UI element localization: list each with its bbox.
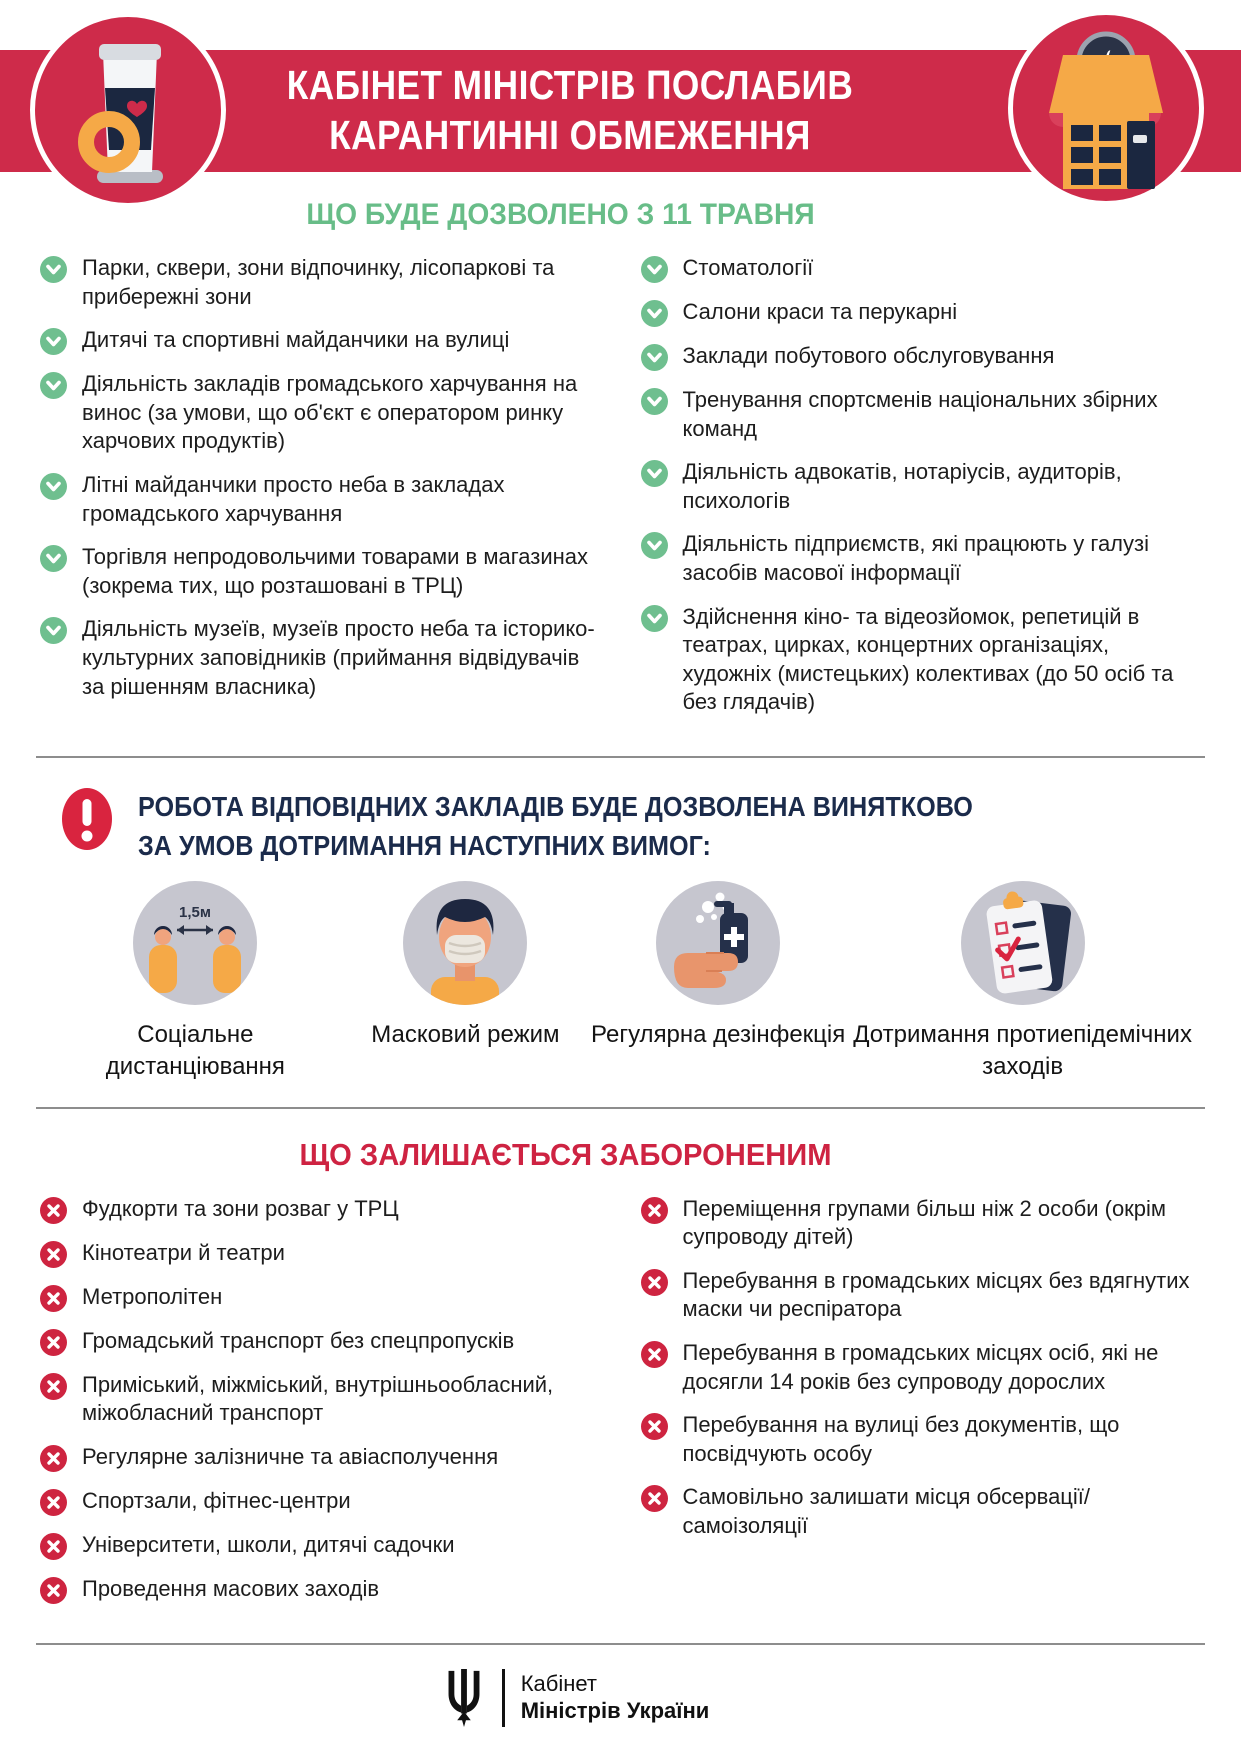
banned-lists bbox=[0, 1195, 1241, 1619]
banned-item-text: Приміський, міжміський, внутрішньообласний, міжобласний транспорт bbox=[82, 1371, 554, 1426]
banned-item-text: Перебування в громадських місцях осіб, які не досягли 14 років без супроводу дорослих bbox=[682, 1339, 1159, 1394]
banned-list-item bbox=[641, 1267, 1202, 1324]
allowed-item-text: Торгівля непродовольчими товарами в магазинах (зокрема тих, що розташовані в ТРЦ) bbox=[82, 544, 588, 598]
warning-line1: РОБОТА ВІДПОВІДНИХ ЗАКЛАДІВ БУДЕ ДОЗВОЛЕНА ВИНЯТКОВО bbox=[138, 790, 973, 822]
allowed-list-item bbox=[641, 254, 1202, 283]
allowed-list-right bbox=[641, 254, 1202, 732]
allowed-item-text: Діяльність закладів громадського харчування на винос (за умови, що об'єкт є оператором ринку харчових продуктів) bbox=[82, 371, 578, 454]
cross-circle-icon bbox=[40, 1577, 67, 1604]
allowed-item-text: Салони краси та перукарні bbox=[682, 299, 958, 324]
requirement-antiepidemic bbox=[850, 881, 1195, 1082]
check-circle-icon bbox=[641, 388, 668, 415]
hand-sanitizer-graphic bbox=[656, 881, 780, 1005]
requirement-label: Соціальне дистанціювання bbox=[105, 1021, 285, 1080]
allowed-list-item bbox=[40, 254, 601, 311]
allowed-item-text: Парки, сквери, зони відпочинку, лісопаркові та прибережні зони bbox=[82, 255, 555, 309]
footer-org-name bbox=[521, 1671, 710, 1725]
trident-emblem-icon bbox=[442, 1669, 486, 1727]
section-divider bbox=[36, 756, 1205, 758]
check-circle-icon bbox=[40, 545, 67, 572]
banned-list-right bbox=[641, 1195, 1202, 1619]
allowed-list-item bbox=[40, 543, 601, 600]
banned-item-text: Перебування на вулиці без документів, що посвідчують особу bbox=[682, 1412, 1120, 1466]
footer-logo-divider bbox=[502, 1669, 505, 1727]
check-circle-icon bbox=[40, 328, 67, 355]
exclamation-circle-icon bbox=[62, 788, 112, 850]
requirement-label: Дотримання протиепідемічних заходів bbox=[853, 1021, 1192, 1080]
warning-line2: ЗА УМОВ ДОТРИМАННЯ НАСТУПНИХ ВИМОГ: bbox=[138, 829, 711, 861]
allowed-list-left bbox=[40, 254, 601, 732]
requirement-label: Регулярна дезінфекція bbox=[591, 1021, 846, 1049]
cross-circle-icon bbox=[40, 1197, 67, 1224]
cross-circle-icon bbox=[40, 1373, 67, 1400]
warning-block bbox=[0, 788, 1241, 865]
allowed-item-text: Тренування спортсменів національних збірних команд bbox=[682, 387, 1158, 441]
allowed-list-item bbox=[40, 326, 601, 355]
cross-circle-icon bbox=[40, 1533, 67, 1560]
banned-item-text: Кінотеатри й театри bbox=[82, 1239, 285, 1265]
allowed-list-item bbox=[641, 458, 1202, 515]
cross-circle-icon bbox=[40, 1241, 67, 1268]
social-distance-icon bbox=[133, 881, 257, 1005]
cross-circle-icon bbox=[641, 1269, 668, 1296]
allowed-item-text: Заклади побутового обслуговування bbox=[682, 343, 1055, 368]
cross-circle-icon bbox=[641, 1413, 668, 1440]
banned-list-item bbox=[40, 1327, 601, 1356]
check-circle-icon bbox=[641, 256, 668, 283]
cross-circle-icon bbox=[40, 1489, 67, 1516]
footer-org-line2: Міністрів України bbox=[520, 1697, 710, 1723]
check-circle-icon bbox=[40, 617, 67, 644]
banned-item-text: Проведення масових заходів bbox=[82, 1575, 380, 1601]
requirement-label: Масковий режим bbox=[371, 1021, 560, 1049]
face-mask-graphic bbox=[403, 881, 527, 1005]
allowed-list-item bbox=[641, 298, 1202, 327]
banned-item-text: Переміщення групами більш ніж 2 особи (окрім супроводу дітей) bbox=[682, 1195, 1167, 1250]
cross-circle-icon bbox=[641, 1341, 668, 1368]
banned-list-item bbox=[641, 1483, 1202, 1540]
banned-list-item bbox=[40, 1371, 601, 1428]
coffee-cup-graphic bbox=[57, 30, 199, 190]
check-circle-icon bbox=[641, 300, 668, 327]
banned-list-item bbox=[40, 1195, 601, 1224]
check-circle-icon bbox=[641, 344, 668, 371]
checklist-graphic bbox=[961, 881, 1085, 1005]
storefront-scissors-icon bbox=[1008, 10, 1204, 206]
banned-item-text: Фудкорти та зони розваг у ТРЦ bbox=[82, 1195, 399, 1221]
banned-item-text: Самовільно залишати місця обсервації/самоізоляції bbox=[682, 1484, 1091, 1538]
cross-circle-icon bbox=[40, 1445, 67, 1472]
requirement-social-distancing bbox=[46, 881, 345, 1082]
section-divider bbox=[36, 1107, 1205, 1109]
check-circle-icon bbox=[40, 473, 67, 500]
hand-sanitizer-icon bbox=[656, 881, 780, 1005]
banned-item-text: Університети, школи, дитячі садочки bbox=[82, 1531, 455, 1557]
banned-list-item bbox=[641, 1411, 1202, 1468]
check-circle-icon bbox=[641, 532, 668, 559]
page-title-line1: КАБІНЕТ МІНІСТРІВ ПОСЛАБИВ bbox=[286, 62, 854, 108]
requirements-row bbox=[0, 881, 1241, 1082]
header-banner bbox=[0, 0, 1241, 192]
face-mask-icon bbox=[403, 881, 527, 1005]
allowed-list-item bbox=[40, 471, 601, 528]
storefront-graphic bbox=[1031, 25, 1181, 191]
page-title-line2: КАРАНТИННІ ОБМЕЖЕННЯ bbox=[329, 112, 811, 159]
cross-circle-icon bbox=[40, 1285, 67, 1312]
allowed-list-item bbox=[40, 370, 601, 456]
allowed-item-text: Літні майданчики просто неба в закладах громадського харчування bbox=[82, 471, 505, 526]
banned-list-item bbox=[40, 1239, 601, 1268]
banned-list-item bbox=[40, 1283, 601, 1312]
footer-org-line1: Кабінет bbox=[520, 1670, 597, 1696]
banned-list-left bbox=[40, 1195, 601, 1619]
banned-item-text: Спортзали, фітнес-центри bbox=[82, 1487, 351, 1513]
checklist-icon bbox=[961, 881, 1085, 1005]
banned-item-text: Громадський транспорт без спецпропусків bbox=[82, 1327, 515, 1353]
check-circle-icon bbox=[40, 372, 67, 399]
banned-item-text: Метрополітен bbox=[82, 1283, 223, 1309]
footer-logo bbox=[0, 1669, 1241, 1727]
page-title bbox=[278, 60, 863, 160]
allowed-item-text: Діяльність адвокатів, нотаріусів, аудиторів, психологів bbox=[682, 459, 1122, 513]
banned-list-item bbox=[641, 1339, 1202, 1396]
banned-list-item bbox=[40, 1443, 601, 1472]
footer-divider bbox=[36, 1643, 1205, 1645]
banned-list-item bbox=[40, 1531, 601, 1560]
allowed-item-text: Стоматології bbox=[682, 255, 814, 280]
allowed-list-item bbox=[641, 342, 1202, 371]
allowed-item-text: Діяльність підприємств, які працюють у галузі засобів масової інформації bbox=[682, 531, 1149, 585]
coffee-donut-icon bbox=[30, 12, 226, 208]
banned-section-heading: ЩО ЗАЛИШАЄТЬСЯ ЗАБОРОНЕНИМ bbox=[299, 1136, 832, 1172]
allowed-item-text: Діяльність музеїв, музеїв просто неба та історико-культурних заповідників (приймання відвідувачів за рішенням власника) bbox=[82, 616, 595, 699]
allowed-list-item bbox=[641, 530, 1202, 587]
allowed-lists bbox=[0, 254, 1241, 732]
allowed-section-heading: ЩО БУДЕ ДОЗВОЛЕНО З 11 ТРАВНЯ bbox=[306, 198, 815, 231]
check-circle-icon bbox=[641, 460, 668, 487]
allowed-list-item bbox=[40, 615, 601, 701]
allowed-list-item bbox=[641, 386, 1202, 443]
cross-circle-icon bbox=[641, 1485, 668, 1512]
social-distance-graphic bbox=[133, 881, 257, 1005]
banned-list-item bbox=[40, 1487, 601, 1516]
banned-item-text: Перебування в громадських місцях без вдягнутих маски чи респіратора bbox=[682, 1267, 1190, 1322]
banned-list-item bbox=[641, 1195, 1202, 1252]
check-circle-icon bbox=[40, 256, 67, 283]
requirement-mask bbox=[345, 881, 586, 1051]
cross-circle-icon bbox=[641, 1197, 668, 1224]
banned-item-text: Регулярне залізничне та авіасполучення bbox=[82, 1443, 499, 1469]
distance-label: 1,5м bbox=[179, 904, 212, 922]
cross-circle-icon bbox=[40, 1329, 67, 1356]
check-circle-icon bbox=[641, 605, 668, 632]
requirement-disinfection bbox=[586, 881, 850, 1051]
warning-heading bbox=[138, 788, 973, 865]
allowed-item-text: Здійснення кіно- та відеозйомок, репетицій в театрах, цирках, концертних організаціях, художніх (мистецьких) колективах (до 50 осіб та без глядачів) bbox=[682, 603, 1174, 715]
allowed-list-item bbox=[641, 603, 1202, 717]
banned-list-item bbox=[40, 1575, 601, 1604]
allowed-item-text: Дитячі та спортивні майданчики на вулиці bbox=[82, 327, 510, 353]
